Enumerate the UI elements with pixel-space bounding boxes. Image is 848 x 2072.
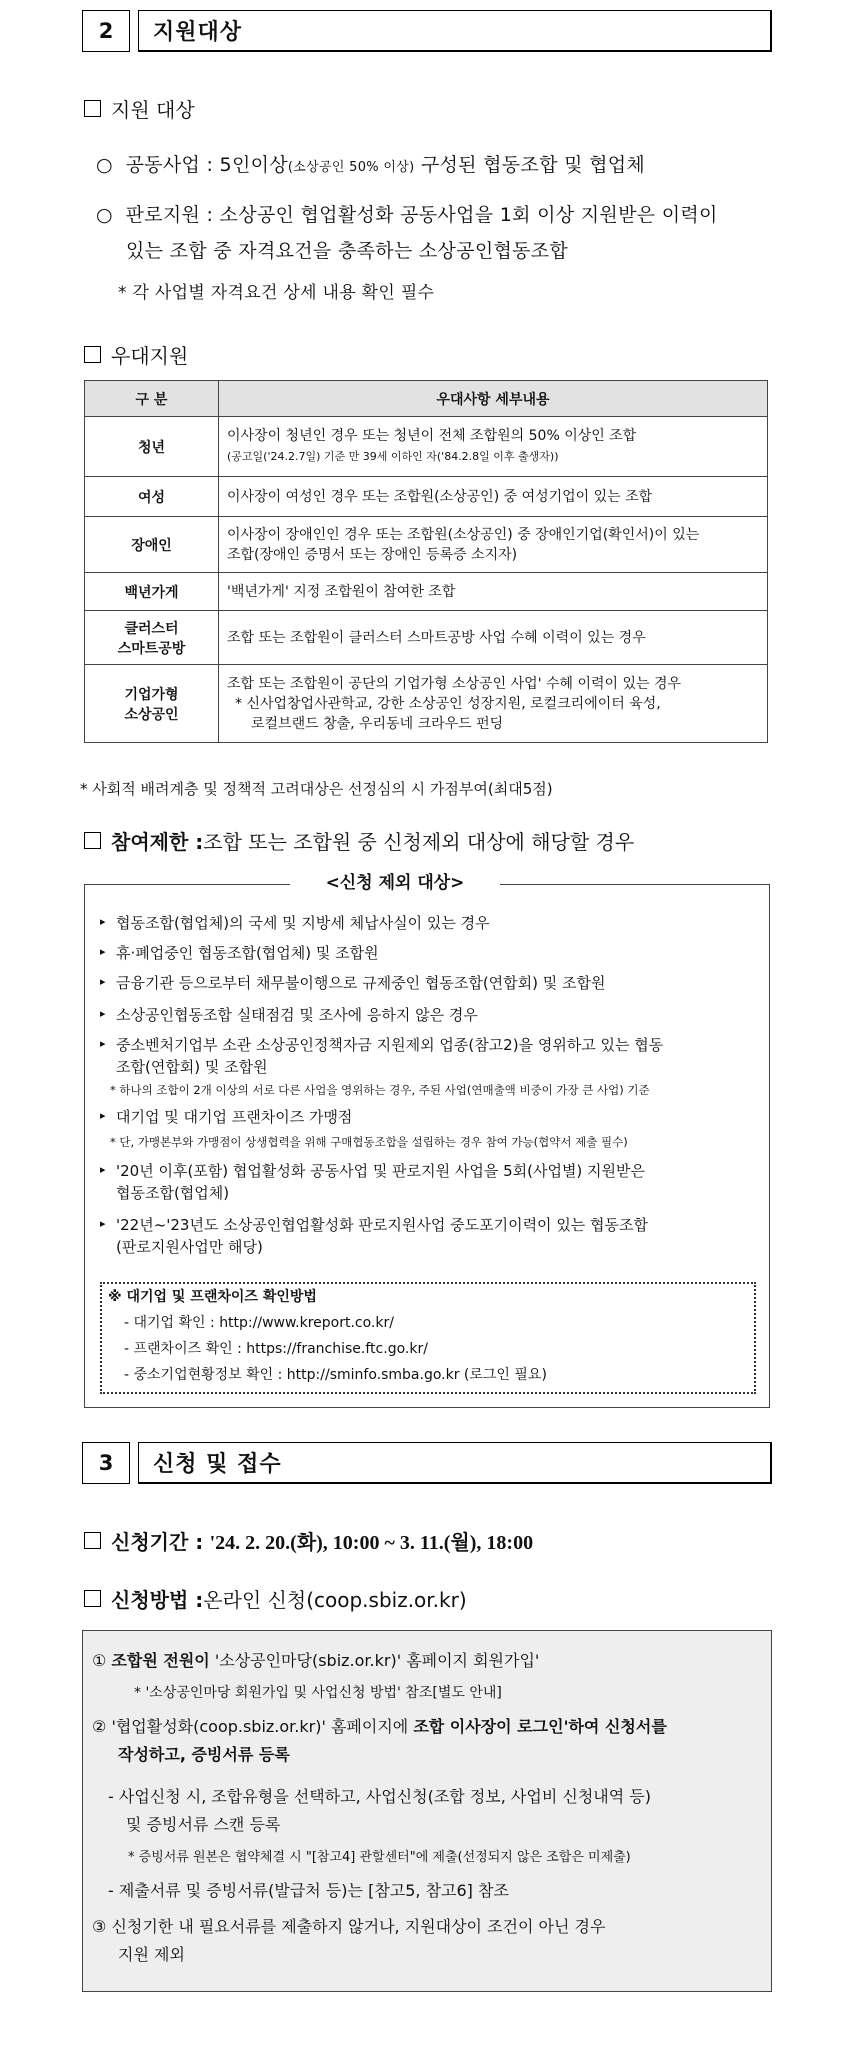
table-row: 클러스터 스마트공방 조합 또는 조합원이 클러스터 스마트공방 사업 수혜 이력이 있는 경우 bbox=[85, 611, 768, 665]
step-2-cont: 작성하고, 증빙서류 등록 bbox=[118, 1745, 290, 1764]
exclusion-item: ▸ 대기업 및 대기업 프랜차이즈 가맹점 bbox=[116, 1106, 352, 1127]
section-3-header bbox=[82, 1442, 772, 1484]
exclusion-item-cont: 조합(연합회) 및 조합원 bbox=[116, 1058, 268, 1076]
target-heading: 지원 대상 bbox=[84, 94, 195, 123]
exclusion-item: ▸ 휴·폐업중인 협동조합(협업체) 및 조합원 bbox=[116, 942, 379, 963]
exclusion-item: ▸ 협동조합(협업체)의 국세 및 지방세 체납사실이 있는 경우 bbox=[116, 912, 490, 933]
application-period: 신청기간 : '24. 2. 20.(화), 10:00 ~ 3. 11.(월), 18:00 bbox=[84, 1526, 533, 1555]
target-item-sales-cont: 있는 조합 중 자격요건을 충족하는 소상공인협동조합 bbox=[126, 240, 569, 262]
checkbox-square-icon bbox=[84, 832, 101, 849]
section-title: 지원대상 bbox=[138, 10, 772, 52]
step-2-detail-cont: 및 증빙서류 스캔 등록 bbox=[126, 1815, 281, 1834]
table-row: 청년 이사장이 청년인 경우 또는 청년이 전체 조합원의 50% 이상인 조합 (공고일('24.2.7일) 기준 만 39세 이하인 자('84.2.8일 이후 출생자)) bbox=[85, 417, 768, 477]
priority-heading: 우대지원 bbox=[84, 340, 188, 369]
exclusion-item: ▸ 중소벤처기업부 소관 소상공인정책자금 지원제외 업종(참고2)을 영위하고 있는 협동 bbox=[116, 1034, 663, 1055]
application-method: 신청방법 : 온라인 신청(coop.sbiz.or.kr) bbox=[84, 1584, 467, 1613]
exclusion-item: ▸ 금융기관 등으로부터 채무불이행으로 규제중인 협동조합(연합회) 및 조합원 bbox=[116, 972, 606, 993]
exclusion-note: * 단, 가맹본부와 가맹점이 상생협력을 위해 구매협동조합을 설립하는 경우 참여 가능(협약서 제출 필수) bbox=[110, 1135, 628, 1149]
checkbox-square-icon bbox=[84, 1590, 101, 1607]
checkbox-square-icon bbox=[84, 1532, 101, 1549]
section-number: 2 bbox=[82, 10, 130, 52]
col-details: 우대사항 세부내용 bbox=[219, 381, 768, 417]
target-item-joint: ○ 공동사업 : 5인이상(소상공인 50% 이상) 구성된 협동조합 및 협업체 bbox=[96, 154, 646, 176]
section-number: 3 bbox=[82, 1442, 130, 1484]
target-note: * 각 사업별 자격요건 상세 내용 확인 필수 bbox=[118, 283, 435, 303]
exclusion-item-cont: (판로지원사업만 해당) bbox=[116, 1238, 263, 1256]
col-category: 구 분 bbox=[85, 381, 219, 417]
step-1-note: * '소상공인마당 회원가입 및 사업신청 방법' 참조[별도 안내] bbox=[134, 1685, 502, 1701]
step-2-detail: - 사업신청 시, 조합유형을 선택하고, 사업신청(조합 정보, 사업비 신청내역 등) bbox=[108, 1787, 651, 1806]
table-row: 장애인 이사장이 장애인인 경우 또는 조합원(소상공인) 중 장애인기업(확인서)이 있는 조합(장애인 증명서 또는 장애인 등록증 소지자) bbox=[85, 517, 768, 573]
exclusion-note: * 하나의 조합이 2개 이상의 서로 다른 사업을 영위하는 경우, 주된 사업(연매출액 비중이 가장 큰 사업) 기준 bbox=[110, 1083, 650, 1097]
step-3-cont: 지원 제외 bbox=[118, 1945, 185, 1964]
table-header-row bbox=[85, 381, 768, 417]
target-item-sales: ○ 판로지원 : 소상공인 협업활성화 공동사업을 1회 이상 지원받은 이력이 bbox=[96, 204, 718, 226]
step-2-docs: - 제출서류 및 증빙서류(발급처 등)는 [참고5, 참고6] 참조 bbox=[108, 1881, 509, 1900]
check-method-line: - 중소기업현황정보 확인 : http://sminfo.smba.go.kr (로그인 필요) bbox=[124, 1367, 547, 1383]
step-2-note: * 증빙서류 원본은 협약체결 시 "[참고4] 관할센터"에 제출(선정되지 않은 조합은 미제출) bbox=[128, 1850, 631, 1865]
table-row: 백년가게 '백년가게' 지정 조합원이 참여한 조합 bbox=[85, 573, 768, 611]
table-row: 기업가형 소상공인 조합 또는 조합원이 공단의 기업가형 소상공인 사업' 수혜 이력이 있는 경우 * 신사업창업사관학교, 강한 소상공인 성장지원, 로컬크리에이터 육성, 로컬브랜드 창출, 우리동네 크라우드 펀딩 bbox=[85, 665, 768, 743]
exclusion-item: ▸ '20년 이후(포함) 협업활성화 공동사업 및 판로지원 사업을 5회(사업별) 지원받은 bbox=[116, 1160, 645, 1181]
checkbox-square-icon bbox=[84, 346, 101, 363]
exclusion-item: ▸ '22년~'23년도 소상공인협업활성화 판로지원사업 중도포기이력이 있는 협동조합 bbox=[116, 1214, 648, 1235]
priority-note: * 사회적 배려계층 및 정책적 고려대상은 선정심의 시 가점부여(최대5점) bbox=[80, 780, 553, 798]
step-1: ① 조합원 전원이 '소상공인마당(sbiz.or.kr)' 홈페이지 회원가입' bbox=[92, 1651, 540, 1670]
check-method-line: - 대기업 확인 : http://www.kreport.co.kr/ bbox=[124, 1315, 394, 1331]
check-method-title: ※ 대기업 및 프랜차이즈 확인방법 bbox=[108, 1289, 317, 1305]
section-title: 신청 및 접수 bbox=[138, 1442, 772, 1484]
step-2: ② '협업활성화(coop.sbiz.or.kr)' 홈페이지에 조합 이사장이 로그인'하여 신청서를 bbox=[92, 1717, 667, 1736]
exclusion-item-cont: 협동조합(협업체) bbox=[116, 1184, 230, 1202]
step-3: ③ 신청기한 내 필요서류를 제출하지 않거나, 지원대상이 조건이 아닌 경우 bbox=[92, 1917, 606, 1936]
exclusion-item: ▸ 소상공인협동조합 실태점검 및 조사에 응하지 않은 경우 bbox=[116, 1004, 478, 1025]
table-row: 여성 이사장이 여성인 경우 또는 조합원(소상공인) 중 여성기업이 있는 조합 bbox=[85, 477, 768, 517]
check-method-line: - 프랜차이즈 확인 : https://franchise.ftc.go.kr/ bbox=[124, 1341, 428, 1357]
exclusion-box-title: <신청 제외 대상> bbox=[290, 868, 500, 894]
section-2-header bbox=[82, 10, 772, 52]
checkbox-square-icon bbox=[84, 100, 101, 117]
restrict-heading: 참여제한 : 조합 또는 조합원 중 신청제외 대상에 해당할 경우 bbox=[84, 826, 634, 855]
priority-table bbox=[84, 380, 768, 743]
